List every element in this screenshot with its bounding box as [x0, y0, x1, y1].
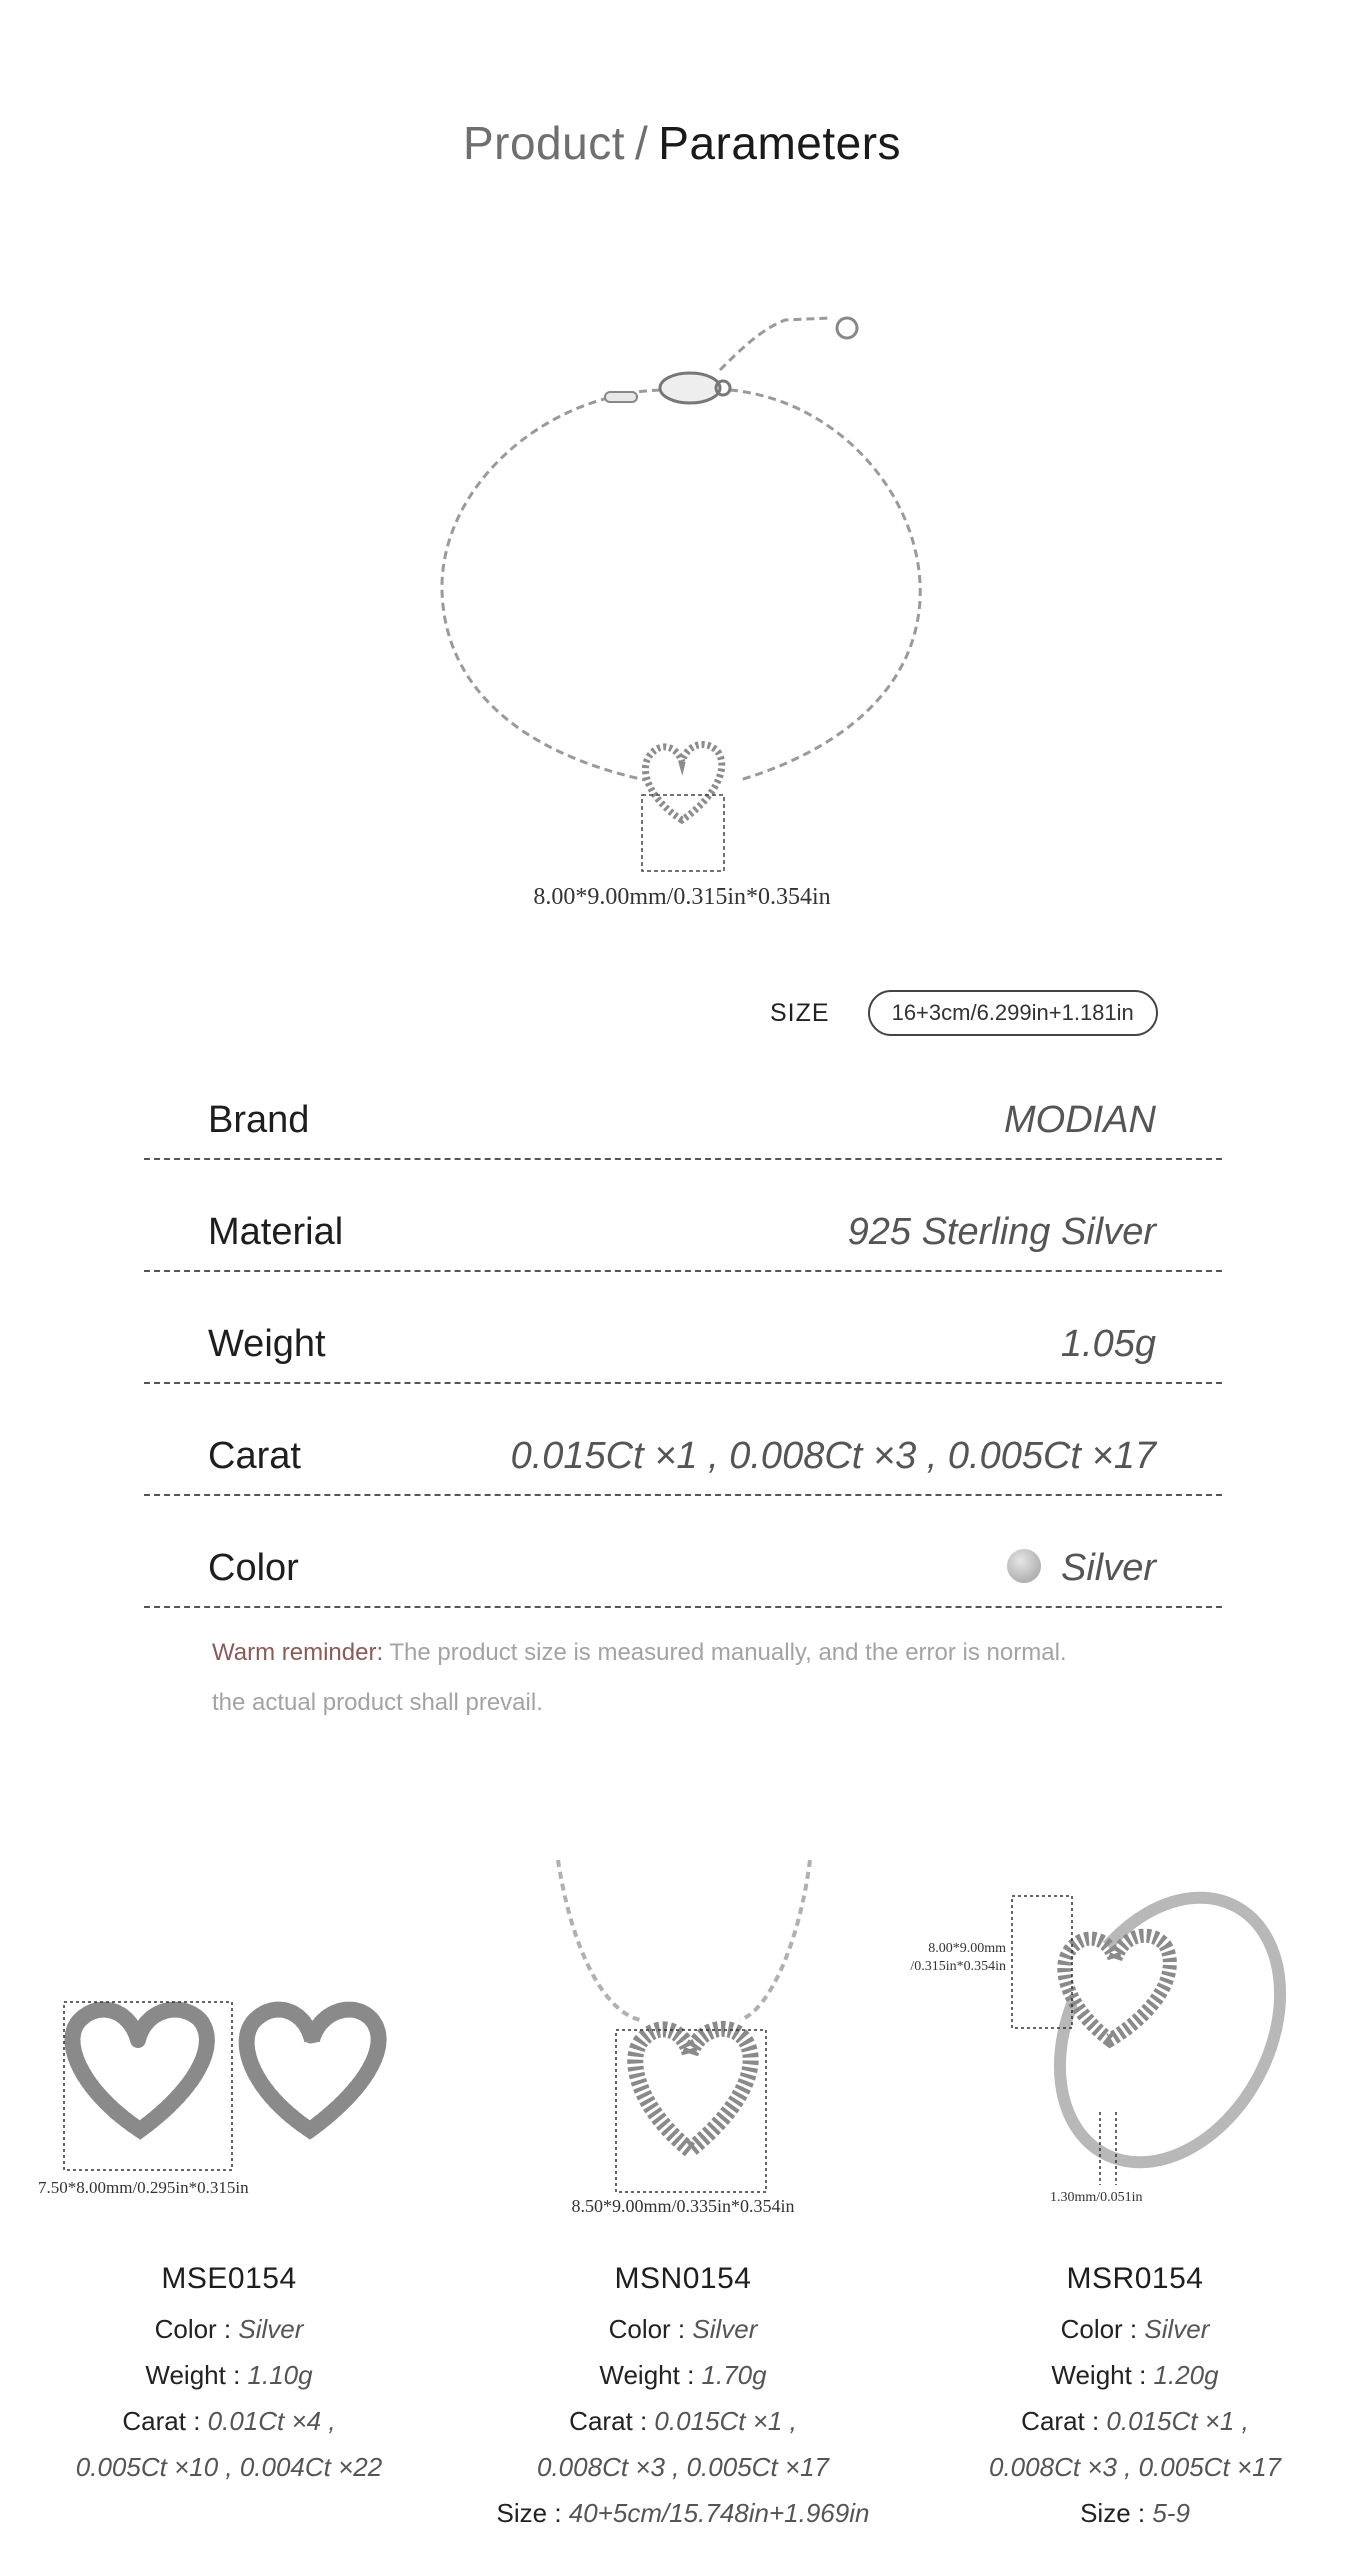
necklace-chain-left: [558, 1860, 640, 2020]
product-weight: Weight : 1.20g: [1051, 2360, 1219, 2390]
clasp-icon: [605, 373, 730, 403]
ring-dimension-line-1: 8.00*9.00mm: [928, 1941, 1006, 1956]
necklace-image: [530, 1860, 850, 2200]
param-value: MODIAN: [1004, 1099, 1156, 1141]
product-card-earrings: [2, 2262, 456, 2490]
size-pill: 16+3cm/6.299in+1.181in: [868, 990, 1158, 1036]
param-name: Brand: [208, 1099, 310, 1141]
ring-heart-icon: [1064, 1936, 1170, 2040]
param-row-weight: [144, 1270, 1222, 1384]
param-name: Weight: [208, 1323, 326, 1365]
param-name: Color: [208, 1547, 299, 1589]
product-code: MSE0154: [161, 2262, 297, 2295]
product-carat-cont: 0.005Ct ×10 , 0.004Ct ×22: [75, 2452, 383, 2482]
color-value: Silver: [1060, 1547, 1156, 1589]
product-weight: Weight : 1.10g: [145, 2360, 313, 2390]
necklace-pendant-icon: [635, 2029, 750, 2150]
param-name: Carat: [208, 1435, 301, 1477]
ring-image: [1000, 1880, 1320, 2200]
bracelet-chain-right: [730, 390, 920, 780]
product-carat-cont: 0.008Ct ×3 , 0.005Ct ×17: [989, 2452, 1281, 2482]
product-size: Size : 5-9: [1080, 2498, 1190, 2528]
product-color: Color : Silver: [1060, 2314, 1210, 2344]
necklace-dimension: 8.50*9.00mm/0.335in*0.354in: [571, 2196, 795, 2216]
title-separator: /: [635, 117, 649, 169]
warm-reminder: [212, 1628, 1172, 1728]
bracelet-image: [420, 300, 940, 900]
necklace-chain-right: [740, 1860, 810, 2020]
ring-band-icon: [1016, 1880, 1320, 2200]
bracelet-dimension: 8.00*9.00mm/0.315in*0.354in: [533, 884, 831, 910]
reminder-text-2: the actual product shall prevail.: [212, 1689, 543, 1716]
title-light: Product: [462, 117, 625, 169]
param-value: 1.05g: [1060, 1323, 1156, 1365]
product-code: MSN0154: [614, 2262, 752, 2295]
product-card-necklace: [456, 2262, 910, 2536]
color-swatch-icon: [1007, 1549, 1041, 1583]
param-name: Material: [208, 1211, 344, 1253]
product-carat: Carat : 0.015Ct ×1 ,: [1021, 2406, 1249, 2436]
reminder-lead: Warm reminder:: [212, 1639, 384, 1666]
earrings-dimension: 7.50*8.00mm/0.295in*0.315in: [38, 2178, 249, 2197]
earring-left-icon: [73, 2010, 207, 2130]
product-carat: Carat : 0.01Ct ×4 ,: [122, 2406, 336, 2436]
ring-dimension: [886, 1940, 1006, 1976]
param-value: 0.015Ct ×1 , 0.008Ct ×3 , 0.005Ct ×17: [510, 1435, 1156, 1477]
title-strong: Parameters: [658, 117, 902, 169]
ring-dimension-line-2: /0.315in*0.354in: [910, 1959, 1006, 1974]
dimension-box: [642, 795, 724, 871]
product-carat-cont: 0.008Ct ×3 , 0.005Ct ×17: [537, 2452, 829, 2482]
product-weight: Weight : 1.70g: [599, 2360, 767, 2390]
product-size: Size : 40+5cm/15.748in+1.969in: [496, 2498, 870, 2528]
bracelet-extender: [720, 318, 830, 370]
product-color: Color : Silver: [608, 2314, 758, 2344]
product-card-ring: [908, 2262, 1362, 2536]
size-row: [770, 990, 1158, 1036]
param-row-material: [144, 1158, 1222, 1272]
param-row-color: [144, 1494, 1222, 1608]
size-label: SIZE: [770, 998, 830, 1027]
earring-right-icon: [247, 2010, 379, 2130]
page-title: [0, 116, 1364, 170]
product-color: Color : Silver: [154, 2314, 304, 2344]
param-value: 925 Sterling Silver: [847, 1211, 1156, 1253]
bracelet-chain-left: [442, 390, 660, 780]
param-value-color: [1007, 1547, 1156, 1590]
param-row-brand: [144, 1046, 1222, 1160]
param-row-carat: [144, 1382, 1222, 1496]
extender-ring-icon: [837, 318, 857, 338]
product-code: MSR0154: [1066, 2262, 1204, 2295]
product-carat: Carat : 0.015Ct ×1 ,: [569, 2406, 797, 2436]
heart-charm-icon: [645, 745, 721, 820]
reminder-text-1: The product size is measured manually, and the error is normal.: [383, 1639, 1067, 1666]
ring-band-dimension: 1.30mm/0.051in: [1050, 2190, 1143, 2205]
